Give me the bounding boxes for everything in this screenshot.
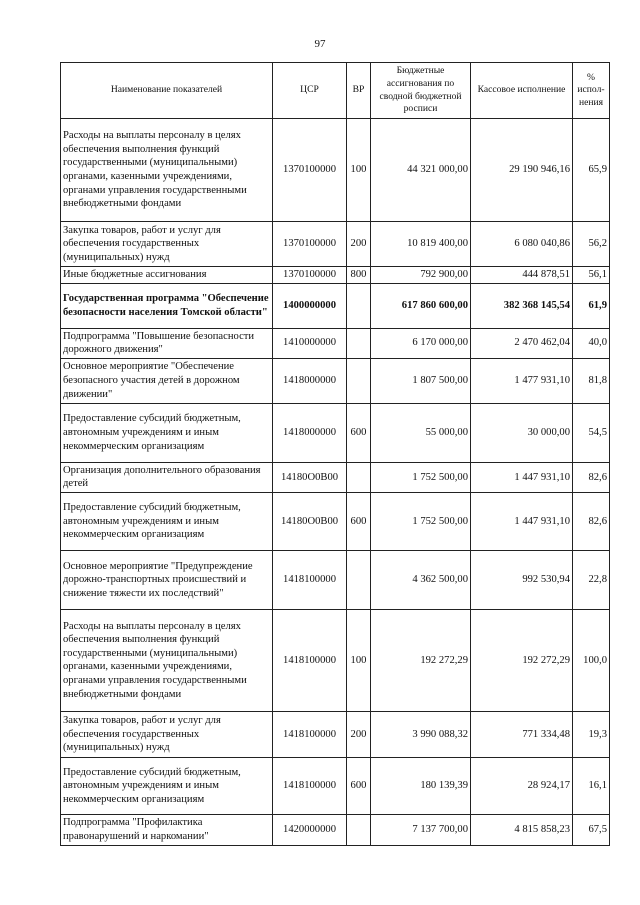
row-vr — [347, 462, 371, 492]
row-cash: 28 924,17 — [471, 757, 573, 814]
row-budget: 617 860 600,00 — [371, 283, 471, 328]
row-percent: 61,9 — [573, 283, 610, 328]
row-cash: 444 878,51 — [471, 267, 573, 284]
table-row — [61, 403, 610, 462]
row-vr: 600 — [347, 403, 371, 462]
table-row — [61, 609, 610, 711]
row-csr: 1418000000 — [273, 403, 347, 462]
row-budget: 792 900,00 — [371, 267, 471, 284]
row-name: Подпрограмма "Профилактика правонарушений и наркомании" — [61, 814, 273, 845]
row-percent: 82,6 — [573, 462, 610, 492]
row-csr: 1418000000 — [273, 358, 347, 403]
row-name: Основное мероприятие "Предупреждение дорожно-транспортных происшествий и снижение тяжести их последствий" — [61, 550, 273, 609]
row-name: Предоставление субсидий бюджетным, автономным учреждениям и иным некоммерческим организациям — [61, 757, 273, 814]
row-budget: 1 807 500,00 — [371, 358, 471, 403]
row-budget: 1 752 500,00 — [371, 462, 471, 492]
row-csr: 1370100000 — [273, 267, 347, 284]
row-name: Организация дополнительного образования детей — [61, 462, 273, 492]
row-name: Закупка товаров, работ и услуг для обеспечения государственных (муниципальных) нужд — [61, 711, 273, 757]
header-cash: Кассовое исполнение — [471, 63, 573, 119]
row-cash: 992 530,94 — [471, 550, 573, 609]
row-budget: 6 170 000,00 — [371, 328, 471, 358]
row-vr — [347, 358, 371, 403]
table-row — [61, 492, 610, 550]
row-vr: 100 — [347, 119, 371, 222]
row-percent: 16,1 — [573, 757, 610, 814]
header-percent: % испол-нения — [573, 63, 610, 119]
row-name: Государственная программа "Обеспечение безопасности населения Томской области" — [61, 283, 273, 328]
row-csr: 1410000000 — [273, 328, 347, 358]
row-name: Расходы на выплаты персоналу в целях обеспечения выполнения функций государственными (муниципальными) органами, казенными учреждениями, органами управления государственными внебюджетными фондами — [61, 609, 273, 711]
row-csr: 1400000000 — [273, 283, 347, 328]
row-cash: 1 447 931,10 — [471, 462, 573, 492]
row-vr: 200 — [347, 222, 371, 267]
row-percent: 54,5 — [573, 403, 610, 462]
table-row — [61, 358, 610, 403]
row-percent: 56,2 — [573, 222, 610, 267]
row-budget: 1 752 500,00 — [371, 492, 471, 550]
row-percent: 67,5 — [573, 814, 610, 845]
row-budget: 7 137 700,00 — [371, 814, 471, 845]
row-cash: 6 080 040,86 — [471, 222, 573, 267]
table-row — [61, 757, 610, 814]
row-csr: 1418100000 — [273, 609, 347, 711]
row-vr — [347, 328, 371, 358]
row-csr: 14180О0В00 — [273, 462, 347, 492]
row-csr: 14180О0В00 — [273, 492, 347, 550]
row-vr — [347, 814, 371, 845]
row-percent: 100,0 — [573, 609, 610, 711]
row-csr: 1418100000 — [273, 550, 347, 609]
row-name: Иные бюджетные ассигнования — [61, 267, 273, 284]
row-cash: 1 447 931,10 — [471, 492, 573, 550]
table-row — [61, 550, 610, 609]
row-csr: 1420000000 — [273, 814, 347, 845]
row-budget: 3 990 088,32 — [371, 711, 471, 757]
row-budget: 10 819 400,00 — [371, 222, 471, 267]
row-percent: 19,3 — [573, 711, 610, 757]
row-budget: 44 321 000,00 — [371, 119, 471, 222]
row-budget: 4 362 500,00 — [371, 550, 471, 609]
row-percent: 40,0 — [573, 328, 610, 358]
row-budget: 55 000,00 — [371, 403, 471, 462]
row-cash: 30 000,00 — [471, 403, 573, 462]
row-percent: 56,1 — [573, 267, 610, 284]
row-csr: 1418100000 — [273, 757, 347, 814]
row-percent: 65,9 — [573, 119, 610, 222]
row-vr: 600 — [347, 757, 371, 814]
table-row — [61, 462, 610, 492]
row-percent: 81,8 — [573, 358, 610, 403]
row-name: Расходы на выплаты персоналу в целях обеспечения выполнения функций государственными (муниципальными) органами, казенными учреждениями, органами управления государственными внебюджетными фондами — [61, 119, 273, 222]
budget-table — [60, 62, 610, 846]
table-row — [61, 328, 610, 358]
header-csr: ЦСР — [273, 63, 347, 119]
row-name: Предоставление субсидий бюджетным, автономным учреждениям и иным некоммерческим организациям — [61, 492, 273, 550]
table-row — [61, 283, 610, 328]
row-csr: 1418100000 — [273, 711, 347, 757]
row-percent: 22,8 — [573, 550, 610, 609]
row-name: Основное мероприятие "Обеспечение безопасного участия детей в дорожном движении" — [61, 358, 273, 403]
row-cash: 29 190 946,16 — [471, 119, 573, 222]
table-header-row — [61, 63, 610, 119]
row-cash: 771 334,48 — [471, 711, 573, 757]
row-budget: 192 272,29 — [371, 609, 471, 711]
row-vr: 200 — [347, 711, 371, 757]
row-vr — [347, 283, 371, 328]
row-cash: 1 477 931,10 — [471, 358, 573, 403]
row-cash: 4 815 858,23 — [471, 814, 573, 845]
row-name: Подпрограмма "Повышение безопасности дорожного движения" — [61, 328, 273, 358]
table-row — [61, 267, 610, 284]
table-row — [61, 119, 610, 222]
table-row — [61, 222, 610, 267]
row-percent: 82,6 — [573, 492, 610, 550]
header-name: Наименование показателей — [61, 63, 273, 119]
row-csr: 1370100000 — [273, 222, 347, 267]
row-vr: 100 — [347, 609, 371, 711]
row-vr: 800 — [347, 267, 371, 284]
row-csr: 1370100000 — [273, 119, 347, 222]
row-name: Предоставление субсидий бюджетным, автономным учреждениям и иным некоммерческим организациям — [61, 403, 273, 462]
row-name: Закупка товаров, работ и услуг для обеспечения государственных (муниципальных) нужд — [61, 222, 273, 267]
row-cash: 382 368 145,54 — [471, 283, 573, 328]
header-vr: ВР — [347, 63, 371, 119]
row-cash: 2 470 462,04 — [471, 328, 573, 358]
row-vr — [347, 550, 371, 609]
row-budget: 180 139,39 — [371, 757, 471, 814]
table-row — [61, 711, 610, 757]
row-cash: 192 272,29 — [471, 609, 573, 711]
table-row — [61, 814, 610, 845]
page-number: 97 — [314, 38, 326, 50]
row-vr: 600 — [347, 492, 371, 550]
header-budget: Бюджетные ассигнования по сводной бюджетной росписи — [371, 63, 471, 119]
